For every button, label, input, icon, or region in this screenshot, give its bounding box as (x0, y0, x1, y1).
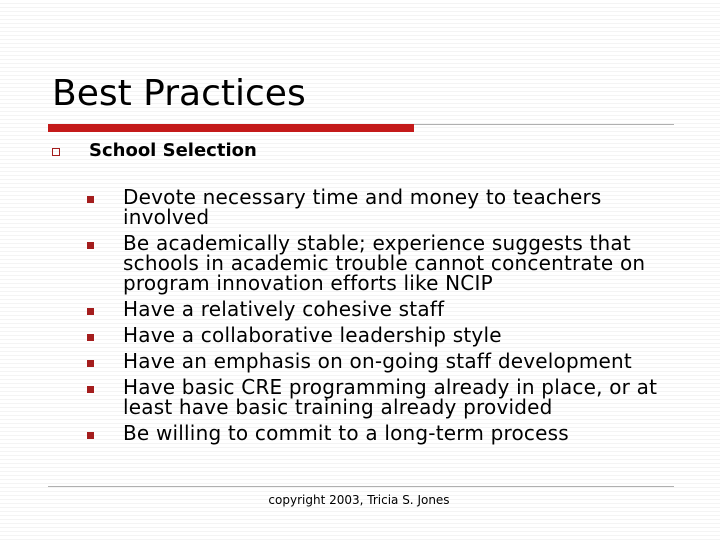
list-item-text: Have a collaborative leadership style (123, 323, 502, 347)
hollow-square-bullet-icon (52, 148, 60, 156)
copyright-text: copyright 2003, Tricia S. Jones (268, 493, 450, 507)
list-item-text: Devote necessary time and money to teachers involved (123, 185, 602, 229)
filled-square-bullet-icon (87, 360, 94, 367)
list-item (86, 230, 686, 296)
list-item (86, 322, 686, 348)
list-item-text: Have an emphasis on on-going staff development (123, 349, 632, 373)
list-item (86, 296, 686, 322)
list-item (86, 184, 686, 230)
list-item-text: Have basic CRE programming already in place, or at least have basic training already provided (123, 375, 658, 419)
section-heading: School Selection (89, 140, 257, 161)
footer (0, 492, 720, 508)
slide-title: Best Practices (52, 73, 306, 114)
list-item-text: Have a relatively cohesive staff (123, 297, 445, 321)
filled-square-bullet-icon (87, 334, 94, 341)
list-item-text: Be willing to commit to a long-term process (123, 421, 569, 445)
footer-divider-line (48, 486, 674, 487)
filled-square-bullet-icon (87, 242, 94, 249)
filled-square-bullet-icon (87, 196, 94, 203)
list-item (86, 374, 686, 420)
list-item-text: Be academically stable; experience suggests that schools in academic trouble cannot concentrate on program innovation efforts like NCIP (123, 231, 646, 295)
list-item (86, 420, 686, 446)
title-accent-bar (48, 124, 414, 132)
title-divider-line (414, 124, 674, 125)
list-item (86, 348, 686, 374)
filled-square-bullet-icon (87, 386, 94, 393)
bullet-list (86, 184, 686, 446)
filled-square-bullet-icon (87, 432, 94, 439)
filled-square-bullet-icon (87, 308, 94, 315)
